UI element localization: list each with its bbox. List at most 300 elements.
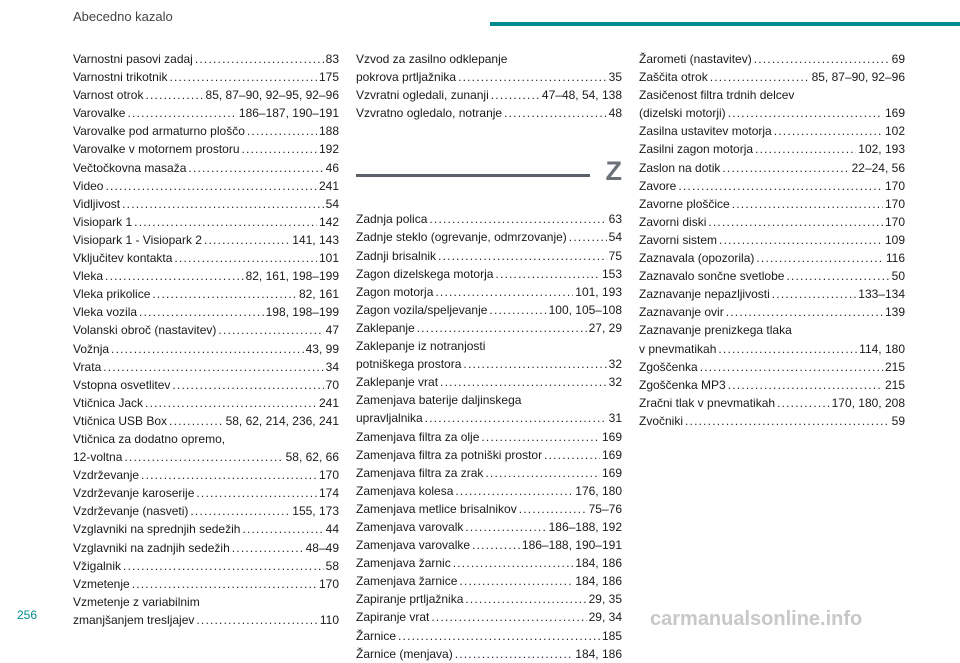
dot-leader <box>722 159 849 177</box>
dot-leader <box>124 448 283 466</box>
dot-leader <box>465 590 586 608</box>
index-entry-pages[interactable]: 169 <box>601 429 622 444</box>
index-entry-pages[interactable]: 175 <box>318 70 339 85</box>
index-entry[interactable] <box>73 231 339 249</box>
index-entry[interactable] <box>356 446 622 464</box>
index-entry-pages[interactable]: 142 <box>318 214 339 229</box>
index-entry[interactable] <box>73 593 339 629</box>
index-entry-label: Varnost otrok <box>73 88 144 103</box>
dot-leader <box>232 539 304 557</box>
index-entry-label: Visiopark 1 <box>73 214 133 229</box>
index-entry-label: Zamenjava filtra za potniški prostor <box>356 447 543 462</box>
dot-leader <box>429 210 606 228</box>
index-entry-pages[interactable]: 170 <box>884 178 905 193</box>
index-entry[interactable] <box>73 68 339 86</box>
index-entry-label: Vožnja <box>73 341 110 356</box>
dot-leader <box>569 228 607 246</box>
index-entry-pages[interactable]: 139 <box>884 305 905 320</box>
index-entry-label: Zaslon na dotik <box>639 160 721 175</box>
index-entry-pages[interactable]: 85, 87–90, 92–96 <box>811 70 905 85</box>
index-entry[interactable] <box>356 518 622 536</box>
dot-leader <box>122 195 324 213</box>
index-entry-label: Vzvratno ogledalo, notranje <box>356 106 503 121</box>
dot-leader <box>485 464 600 482</box>
dot-leader <box>504 104 607 122</box>
dot-leader <box>455 645 574 663</box>
dot-leader <box>123 557 324 575</box>
index-entry-label: Žarnice <box>356 628 397 643</box>
index-entry[interactable] <box>639 50 905 68</box>
index-entry[interactable] <box>639 195 905 213</box>
index-entry[interactable] <box>639 303 905 321</box>
index-entry-label: Zagon motorja <box>356 284 434 299</box>
dot-leader <box>728 104 883 122</box>
index-entry-pages[interactable]: 70 <box>325 377 339 392</box>
index-entry-pages[interactable]: 133–134 <box>858 287 905 302</box>
index-entry[interactable] <box>356 608 622 626</box>
index-entry-label: Vzdrževanje (nasveti) <box>73 504 189 519</box>
index-entry[interactable] <box>639 249 905 267</box>
index-entry-label: Varnostni trikotnik <box>73 70 168 85</box>
index-entry-label-line: Zamenjava baterije daljinskega <box>356 393 522 408</box>
index-entry-pages[interactable]: 82, 161, 198–199 <box>245 269 339 284</box>
dot-leader <box>425 409 607 427</box>
index-entry-pages[interactable]: 169 <box>601 465 622 480</box>
index-entry[interactable] <box>356 373 622 391</box>
index-entry-label: Zadnji brisalnik <box>356 248 437 263</box>
index-entry-label: Vzvratni ogledali, zunanji <box>356 88 489 103</box>
index-entry-label: v pnevmatikah <box>639 341 717 356</box>
index-entry-label: Vzglavniki na zadnjih sedežih <box>73 540 230 555</box>
index-entry-label-line: Vtičnica za dodatno opremo, <box>73 431 226 446</box>
index-entry-label: Vrata <box>73 359 102 374</box>
index-entry-pages[interactable]: 170 <box>884 196 905 211</box>
index-entry[interactable] <box>73 394 339 412</box>
index-entry-pages[interactable]: 110 <box>319 612 339 627</box>
dot-leader <box>495 265 600 283</box>
index-entry[interactable] <box>73 376 339 394</box>
index-entry-pages[interactable]: 241 <box>318 395 339 410</box>
index-entry-pages[interactable]: 170 <box>318 468 339 483</box>
index-entry-pages[interactable]: 82, 161 <box>298 287 339 302</box>
index-entry[interactable] <box>356 104 622 122</box>
dot-leader <box>519 500 587 518</box>
index-entry[interactable] <box>639 267 905 285</box>
index-entry-label: Vzdrževanje karoserije <box>73 486 195 501</box>
index-entry-pages[interactable]: 35 <box>608 70 622 85</box>
index-entry[interactable] <box>73 358 339 376</box>
index-entry-pages[interactable]: 176, 180 <box>575 483 622 498</box>
index-entry[interactable] <box>73 539 339 557</box>
index-entry-label: zmanjšanjem tresljajev <box>73 612 195 627</box>
index-entry-label-line: Zaznavanje prenizkega tlaka <box>639 323 792 338</box>
index-entry[interactable] <box>356 590 622 608</box>
index-entry-pages[interactable]: 169 <box>601 447 622 462</box>
dot-leader <box>719 231 883 249</box>
index-entry-label-line: Zasičenost filtra trdnih delcev <box>639 88 795 103</box>
index-entry[interactable] <box>73 321 339 339</box>
index-entry[interactable] <box>73 140 339 158</box>
dot-leader <box>127 104 236 122</box>
index-entry-label: Zavorni diski <box>639 214 707 229</box>
index-entry-pages[interactable]: 102 <box>884 124 905 139</box>
index-entry-label: Zaklepanje vrat <box>356 375 439 390</box>
dot-leader <box>132 575 317 593</box>
index-entry-pages[interactable]: 54 <box>608 230 622 245</box>
dot-leader <box>190 502 290 520</box>
index-entry-label: Vleka prikolice <box>73 287 151 302</box>
index-column-3 <box>639 50 905 430</box>
index-entry-pages[interactable]: 22–24, 56 <box>851 160 905 175</box>
index-entry-pages[interactable]: 114, 180 <box>859 341 905 356</box>
dot-leader <box>544 446 600 464</box>
dot-leader <box>431 608 586 626</box>
index-entry-pages[interactable]: 188 <box>318 124 339 139</box>
index-entry[interactable] <box>356 627 622 645</box>
index-column-2 <box>356 50 622 663</box>
index-entry-label: Zamenjava kolesa <box>356 483 454 498</box>
dot-leader <box>195 50 324 68</box>
index-entry-label: Zamenjava filtra za olje <box>356 429 480 444</box>
index-entry[interactable] <box>356 554 622 572</box>
index-entry-pages[interactable]: 184, 186 <box>575 646 622 661</box>
index-entry[interactable] <box>73 195 339 213</box>
index-entry[interactable] <box>73 466 339 484</box>
index-entry-label: Zavorni sistem <box>639 232 718 247</box>
index-entry-pages[interactable]: 100, 105–108 <box>548 302 622 317</box>
index-entry[interactable] <box>639 412 905 430</box>
index-entry-label: Zamenjava metlice brisalnikov <box>356 501 517 516</box>
index-entry-label: Vžigalnik <box>73 558 122 573</box>
index-entry-label-line: Zaklepanje iz notranjosti <box>356 339 486 354</box>
index-entry-label: Zračni tlak v pnevmatikah <box>639 395 776 410</box>
index-entry-pages[interactable]: 59 <box>891 413 905 428</box>
index-entry-label: Varovalke v motornem prostoru <box>73 142 240 157</box>
index-entry[interactable] <box>73 430 339 466</box>
index-entry[interactable] <box>73 520 339 538</box>
index-entry-label: Zgoščenka MP3 <box>639 377 726 392</box>
index-entry-label: Zaščita otrok <box>639 70 708 85</box>
index-entry-label: Zapiranje prtljažnika <box>356 592 464 607</box>
index-entry[interactable] <box>356 210 622 228</box>
index-entry-pages[interactable]: 32 <box>608 357 622 372</box>
dot-leader <box>111 340 304 358</box>
index-entry-pages[interactable]: 102, 193 <box>858 142 905 157</box>
index-entry-pages[interactable]: 50 <box>891 269 905 284</box>
index-entry[interactable] <box>639 140 905 158</box>
index-entry[interactable] <box>356 428 622 446</box>
index-entry-label: potniškega prostora <box>356 357 462 372</box>
dot-leader <box>145 394 317 412</box>
index-entry[interactable] <box>73 50 339 68</box>
index-entry-pages[interactable]: 63 <box>608 212 622 227</box>
index-entry[interactable] <box>639 159 905 177</box>
index-entry[interactable] <box>639 394 905 412</box>
index-entry-pages[interactable]: 153 <box>601 266 622 281</box>
index-entry-pages[interactable]: 69 <box>891 52 905 66</box>
dot-leader <box>152 285 297 303</box>
index-entry[interactable] <box>73 340 339 358</box>
index-entry[interactable] <box>73 484 339 502</box>
index-entry-label: Zasilna ustavitev motorja <box>639 124 772 139</box>
index-entry-pages[interactable]: 44 <box>325 522 339 537</box>
index-entry-pages[interactable]: 46 <box>325 160 339 175</box>
dot-leader <box>718 340 857 358</box>
index-entry-label-line: Vzmetenje z variabilnim <box>73 594 200 609</box>
index-entry[interactable] <box>639 358 905 376</box>
dot-leader <box>438 247 607 265</box>
index-entry[interactable] <box>73 249 339 267</box>
index-entry[interactable] <box>356 247 622 265</box>
index-entry-pages[interactable]: 185 <box>601 628 622 643</box>
index-entry[interactable] <box>73 303 339 321</box>
index-entry-label: 12-voltna <box>73 450 123 465</box>
index-entry-label: Večtočkovna masaža <box>73 160 187 175</box>
letter-section-divider <box>356 144 622 210</box>
index-entry-pages[interactable]: 141, 143 <box>292 232 339 247</box>
index-entry[interactable] <box>73 86 339 104</box>
index-entry-label: Zaznavala (opozorila) <box>639 251 755 266</box>
index-entry-pages[interactable]: 186–188, 190–191 <box>521 538 622 553</box>
index-entry-pages[interactable]: 186–188, 192 <box>548 519 622 534</box>
index-entry-pages[interactable]: 29, 34 <box>588 610 622 625</box>
index-entry-label: Zadnja polica <box>356 212 428 227</box>
index-entry-label: Zgoščenka <box>639 359 698 374</box>
index-entry[interactable] <box>73 412 339 430</box>
index-entry-pages[interactable]: 241 <box>318 178 339 193</box>
index-entry-pages[interactable]: 192 <box>318 142 339 157</box>
index-entry-label: Zamenjava filtra za zrak <box>356 465 484 480</box>
header-accent-bar <box>490 22 960 26</box>
dot-leader <box>777 394 830 412</box>
index-entry-label: Varovalke <box>73 106 126 121</box>
index-entry[interactable] <box>73 122 339 140</box>
dot-leader <box>103 358 323 376</box>
index-entry-label: (dizelski motorji) <box>639 106 726 121</box>
index-entry-pages[interactable]: 83 <box>325 52 339 66</box>
index-entry-pages[interactable]: 85, 87–90, 92–95, 92–96 <box>205 88 339 103</box>
index-entry[interactable] <box>356 536 622 554</box>
index-entry-pages[interactable]: 47–48, 54, 138 <box>541 88 622 103</box>
index-entry-pages[interactable]: 48 <box>608 106 622 121</box>
index-entry-label: Zamenjava žarnic <box>356 556 451 571</box>
index-entry-label: Zamenjava varovalk <box>356 519 464 534</box>
index-entry-pages[interactable]: 184, 186 <box>575 574 622 589</box>
index-entry[interactable] <box>356 86 622 104</box>
index-entry[interactable] <box>73 213 339 231</box>
dot-leader <box>708 213 883 231</box>
index-entry-label: Zaznavanje nepazljivosti <box>639 287 770 302</box>
index-entry-pages[interactable]: 32 <box>608 375 622 390</box>
index-entry-label-line: Vzvod za zasilno odklepanje <box>356 52 508 66</box>
index-entry[interactable] <box>639 177 905 195</box>
index-entry-pages[interactable]: 75–76 <box>588 501 622 516</box>
index-entry-pages[interactable]: 47 <box>325 323 339 338</box>
dot-leader <box>169 68 316 86</box>
index-entry-pages[interactable]: 215 <box>884 359 905 374</box>
index-entry-label: Zaznavalo sončne svetlobe <box>639 269 785 284</box>
index-entry-label: Vtičnica USB Box <box>73 413 168 428</box>
dot-leader <box>700 358 883 376</box>
dot-leader <box>732 195 883 213</box>
index-entry-pages[interactable]: 75 <box>608 248 622 263</box>
index-entry-pages[interactable]: 31 <box>608 411 622 426</box>
index-entry[interactable] <box>639 86 905 122</box>
index-entry[interactable] <box>356 301 622 319</box>
index-entry[interactable] <box>639 231 905 249</box>
index-entry-label: Vzglavniki na sprednjih sedežih <box>73 522 241 537</box>
index-entry-pages[interactable]: 54 <box>325 196 339 211</box>
index-entry-pages[interactable]: 29, 35 <box>588 592 622 607</box>
index-entry-label: Vtičnica Jack <box>73 395 144 410</box>
dot-leader <box>440 373 607 391</box>
dot-leader <box>141 466 317 484</box>
index-entry[interactable] <box>73 159 339 177</box>
dot-leader <box>105 177 316 195</box>
index-entry[interactable] <box>356 391 622 427</box>
index-entry-label: Vidljivost <box>73 196 121 211</box>
index-entry-pages[interactable]: 170 <box>318 576 339 591</box>
section-letter: Z <box>605 156 622 187</box>
index-entry[interactable] <box>356 283 622 301</box>
index-entry[interactable] <box>639 68 905 86</box>
index-entry-pages[interactable]: 58, 62, 66 <box>285 450 339 465</box>
dot-leader <box>754 50 890 68</box>
index-entry-label: pokrova prtljažnika <box>356 70 457 85</box>
section-rule <box>356 174 590 177</box>
dot-leader <box>139 303 264 321</box>
index-entry[interactable] <box>73 104 339 122</box>
index-entry[interactable] <box>356 319 622 337</box>
dot-leader <box>105 267 244 285</box>
dot-leader <box>417 319 587 337</box>
dot-leader <box>247 122 317 140</box>
index-entry[interactable] <box>356 500 622 518</box>
index-entry-pages[interactable]: 116 <box>885 251 905 266</box>
dot-leader <box>242 140 317 158</box>
index-entry[interactable] <box>73 267 339 285</box>
dot-leader <box>204 231 290 249</box>
index-entry-label: Vleka vozila <box>73 305 138 320</box>
dot-leader <box>774 122 883 140</box>
index-entry[interactable] <box>73 285 339 303</box>
index-entry-pages[interactable]: 27, 29 <box>588 320 622 335</box>
dot-leader <box>786 267 889 285</box>
dot-leader <box>196 611 317 629</box>
index-entry-pages[interactable]: 109 <box>884 232 905 247</box>
index-entry-pages[interactable]: 58, 62, 214, 236, 241 <box>225 413 339 428</box>
index-entry[interactable] <box>73 557 339 575</box>
index-entry-pages[interactable]: 170, 180, 208 <box>831 395 905 410</box>
index-entry-label: Volanski obroč (nastavitev) <box>73 323 217 338</box>
index-entry[interactable] <box>639 285 905 303</box>
index-entry-label: Zaznavanje ovir <box>639 305 724 320</box>
index-entry-label: Žarnice (menjava) <box>356 646 453 661</box>
index-entry-label: Zagon dizelskega motorja <box>356 266 494 281</box>
index-entry-label: Zamenjava varovalke <box>356 538 471 553</box>
index-entry-pages[interactable]: 101, 193 <box>575 284 622 299</box>
index-entry-label: Zasilni zagon motorja <box>639 142 754 157</box>
dot-leader <box>726 303 883 321</box>
index-entry-pages[interactable]: 170 <box>884 214 905 229</box>
index-entry-label: Varovalke pod armaturno ploščo <box>73 124 245 139</box>
dot-leader <box>453 554 574 572</box>
index-entry-pages[interactable]: 169 <box>884 106 905 121</box>
index-entry-label: Vleka <box>73 269 104 284</box>
index-entry-label: Vključitev kontakta <box>73 251 173 266</box>
index-entry-pages[interactable]: 48–49 <box>305 540 339 555</box>
index-entry-pages[interactable]: 155, 173 <box>292 504 339 519</box>
dot-leader <box>491 86 540 104</box>
index-entry-label: upravljalnika <box>356 411 423 426</box>
dot-leader <box>472 536 520 554</box>
index-entry-pages[interactable]: 215 <box>884 377 905 392</box>
dot-leader <box>169 412 224 430</box>
index-entry-pages[interactable]: 101 <box>318 251 339 266</box>
dot-leader <box>685 412 890 430</box>
index-entry[interactable] <box>356 464 622 482</box>
index-entry[interactable] <box>639 122 905 140</box>
index-entry[interactable] <box>356 482 622 500</box>
index-entry[interactable] <box>356 645 622 663</box>
index-entry[interactable] <box>73 177 339 195</box>
dot-leader <box>242 520 323 538</box>
page-number: 256 <box>17 608 38 622</box>
dot-leader <box>458 68 607 86</box>
dot-leader <box>489 301 546 319</box>
dot-leader <box>196 484 317 502</box>
index-entry-pages[interactable]: 43, 99 <box>305 341 339 356</box>
index-entry-label: Zvočniki <box>639 413 684 428</box>
index-entry[interactable] <box>639 213 905 231</box>
dot-leader <box>463 355 606 373</box>
index-entry[interactable] <box>73 575 339 593</box>
index-entry-label: Zagon vozila/speljevanje <box>356 302 488 317</box>
dot-leader <box>465 518 546 536</box>
index-entry-label: Vzdrževanje <box>73 468 140 483</box>
index-entry[interactable] <box>73 502 339 520</box>
index-entry-pages[interactable]: 58 <box>325 558 339 573</box>
dot-leader <box>710 68 810 86</box>
index-entry-pages[interactable]: 34 <box>325 359 339 374</box>
dot-leader <box>678 177 883 195</box>
watermark: carmanualsonline.info <box>650 608 863 630</box>
dot-leader <box>755 140 856 158</box>
index-entry[interactable] <box>639 321 905 357</box>
index-entry-pages[interactable]: 184, 186 <box>575 556 622 571</box>
dot-leader <box>188 159 323 177</box>
index-entry-pages[interactable]: 198, 198–199 <box>265 305 339 320</box>
dot-leader <box>174 249 317 267</box>
dot-leader <box>481 428 600 446</box>
index-entry[interactable] <box>356 50 622 86</box>
index-entry[interactable] <box>356 337 622 373</box>
dot-leader <box>459 572 573 590</box>
index-entry-pages[interactable]: 174 <box>318 486 339 501</box>
dot-leader <box>756 249 883 267</box>
index-entry-label: Visiopark 1 - Visiopark 2 <box>73 232 202 247</box>
dot-leader <box>398 627 600 645</box>
index-entry[interactable] <box>356 228 622 246</box>
index-entry-label: Zapiranje vrat <box>356 610 430 625</box>
dot-leader <box>455 482 573 500</box>
index-entry[interactable] <box>639 376 905 394</box>
index-entry[interactable] <box>356 572 622 590</box>
dot-leader <box>728 376 883 394</box>
index-entry-label: Zadnje steklo (ogrevanje, odmrzovanje) <box>356 230 567 245</box>
index-entry-pages[interactable]: 186–187, 190–191 <box>238 106 339 121</box>
index-entry[interactable] <box>356 265 622 283</box>
